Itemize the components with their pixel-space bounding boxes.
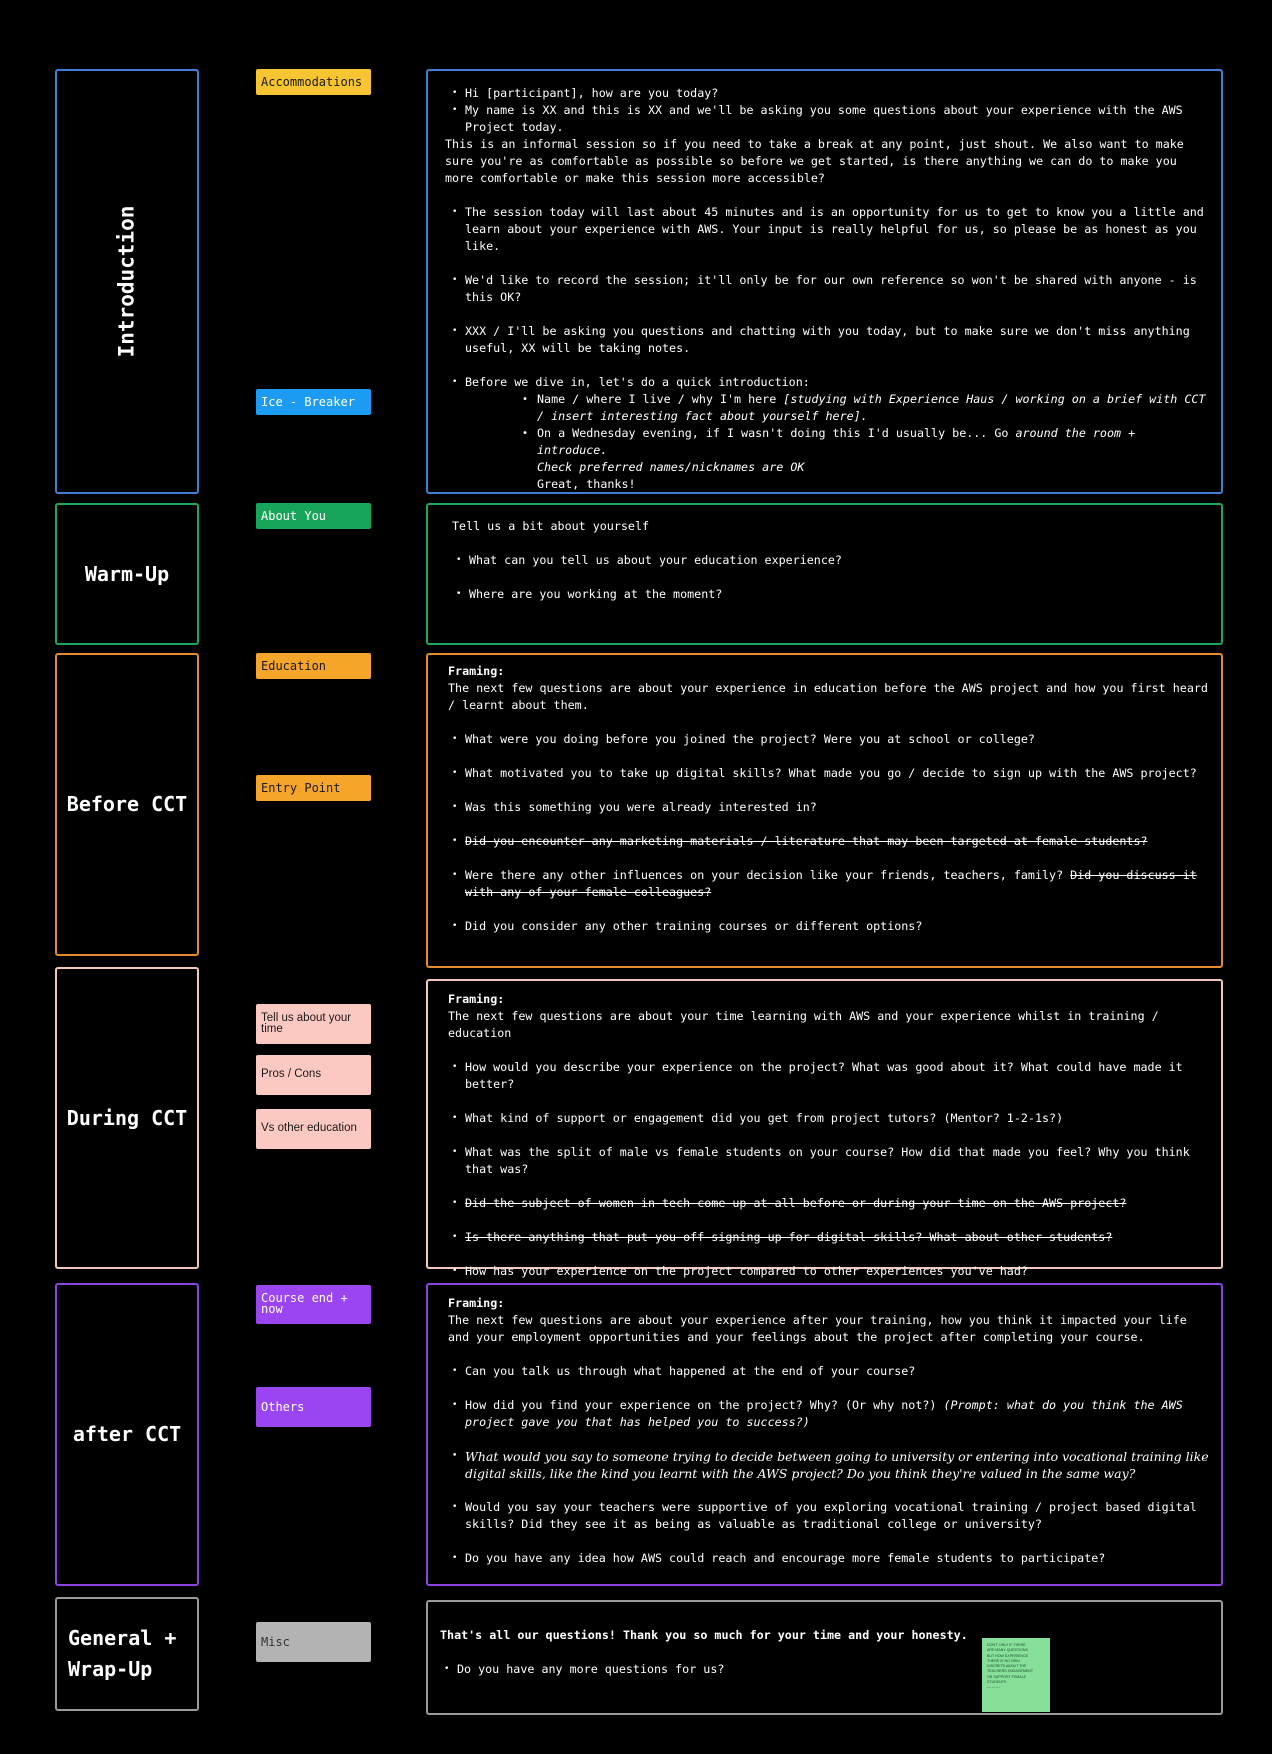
list-item: • Can you talk us through what happened at the end of your course? (448, 1363, 1209, 1380)
sticky-note[interactable] (982, 1638, 1050, 1712)
content-before-cct (426, 653, 1223, 968)
sub-note: Check preferred names/nicknames are OK (537, 460, 805, 474)
list-item: • Would you say your teachers were supportive of you exploring vocational training / project based digital skills? Did they see it as being as valuable as traditional college or university? (448, 1499, 1209, 1533)
tag-others[interactable]: Others (256, 1387, 371, 1427)
section-title: General + Wrap-Up (68, 1626, 177, 1681)
list-item: • What were you doing before you joined the project? Were you at school or college? (448, 731, 1209, 748)
section-label-before-cct (55, 653, 199, 956)
paragraph: This is an informal session so if you need to take a break at any point, just shout. We also want to make sure you're as comfortable as possible so before we get started, is there anything we can do to make you more comfortable or make this session more accessible? (445, 137, 1184, 185)
list-item: • How has your experience on the project compared to other experiences you've had? (448, 1263, 1209, 1280)
section-title: Introduction (114, 205, 139, 358)
section-label-wrap-up (55, 1597, 199, 1711)
section-heading: Tell us a bit about yourself (452, 519, 650, 533)
list-item-handwritten: • What would you say to someone trying to decide between going to university or entering into vocational training like digital skills, like the kind you learnt with the AWS project? Do you think they're valued in the same way? (448, 1448, 1209, 1482)
closing-heading: That's all our questions! Thank you so much for your time and your honesty. (440, 1628, 968, 1642)
framing-text: The next few questions are about your experience in education before the AWS project and how you first heard / learnt about them. (448, 681, 1208, 712)
list-item: • Do you have any more questions for us? (440, 1661, 1209, 1678)
list-item: • What motivated you to take up digital skills? What made you go / decide to sign up with the AWS project? (448, 765, 1209, 782)
framing-label: Framing: (448, 1296, 505, 1310)
tag-course-end-now[interactable]: Course end + now (256, 1285, 371, 1324)
content-after-cct (426, 1283, 1223, 1586)
section-title: after CCT (72, 1422, 182, 1446)
content-warm-up (426, 503, 1223, 645)
list-item: • Do you have any idea how AWS could reach and encourage more female students to participate? (448, 1550, 1209, 1567)
list-item: • Hi [participant], how are you today? (448, 85, 1209, 102)
tag-entry-point[interactable]: Entry Point (256, 775, 371, 801)
sub-note: Great, thanks! (537, 477, 636, 491)
section-label-warm-up (55, 503, 199, 645)
tag-misc[interactable]: Misc (256, 1622, 371, 1662)
list-item: • Was this something you were already interested in? (448, 799, 1209, 816)
list-item: • How would you describe your experience on the project? What was good about it? What could have made it better? (448, 1059, 1209, 1093)
tag-tell-us-about-your-time[interactable]: Tell us about your time (256, 1004, 371, 1044)
list-item: • Where are you working at the moment? (452, 586, 1209, 603)
sub-list-item: • Name / where I live / why I'm here [studying with Experience Haus / working on a brief with CCT / insert interesting fact about yourself here]. (522, 392, 1206, 423)
list-item: • Were there any other influences on your decision like your friends, teachers, family? Did you discuss it with any of your female colleagues? (448, 867, 1209, 901)
list-item-struck: • Did the subject of women in tech come up at all before or during your time on the AWS project? (448, 1195, 1209, 1212)
section-title: Before CCT (66, 792, 188, 816)
list-item: • What was the split of male vs female students on your course? How did that made you feel? Why you think that was? (448, 1144, 1209, 1178)
sticky-note-line: THERE IS NO OWN (987, 1658, 1020, 1663)
list-item: • The session today will last about 45 minutes and is an opportunity for us to get to know you a little and learn about your experience with AWS. Your input is really helpful for us, so please be as honest as you like. (448, 204, 1209, 255)
framing-text: The next few questions are about your experience after your training, how you think it impacted your life and your employment opportunities and your feelings about the project after completing your course. (448, 1313, 1187, 1344)
sticky-note-line: DISCRETE ABOUT THE (987, 1664, 1027, 1669)
section-label-during-cct (55, 967, 199, 1269)
tag-education[interactable]: Education (256, 653, 371, 679)
list-item: • We'd like to record the session; it'll only be for our own reference so won't be shared with anyone - is this OK? (448, 272, 1209, 306)
tag-vs-other-education[interactable]: Vs other education (256, 1109, 371, 1149)
sticky-note-line: STUDENTS (987, 1680, 1007, 1685)
tag-ice-breaker[interactable]: Ice - Breaker (256, 389, 371, 415)
tag-accommodations[interactable]: Accommodations (256, 69, 371, 95)
sticky-note-line: DON'T ONLY IF THERE (987, 1643, 1026, 1647)
list-item-struck: • Is there anything that put you off signing up for digital skills? What about other students? (448, 1229, 1209, 1246)
section-label-introduction (55, 69, 199, 494)
list-item: • XXX / I'll be asking you questions and chatting with you today, but to make sure we don't miss anything useful, XX will be taking notes. (448, 323, 1209, 357)
list-item: • What kind of support or engagement did you get from project tutors? (Mentor? 1-2-1s?) (448, 1110, 1209, 1127)
tag-about-you[interactable]: About You (256, 503, 371, 529)
sticky-note-line: ARE MANY QUESTIONS (987, 1648, 1028, 1653)
section-title: During CCT (66, 1105, 188, 1130)
list-item: • How did you find your experience on the project? Why? (Or why not?) (Prompt: what do you think the AWS project gave you that has helped you to success?) (448, 1397, 1209, 1431)
framing-label: Framing: (448, 992, 505, 1006)
content-during-cct (426, 979, 1223, 1278)
sticky-note-line: TEACHERS ENGAGEMENT (987, 1669, 1034, 1674)
framing-text: The next few questions are about your time learning with AWS and your experience whilst in training / education (448, 1009, 1159, 1040)
tag-pros-cons[interactable]: Pros / Cons (256, 1055, 371, 1095)
sub-list-item: • On a Wednesday evening, if I wasn't doing this I'd usually be... Go around the room + introduce. (522, 426, 1136, 457)
sticky-note-line: — — — (987, 1685, 1000, 1690)
section-label-after-cct (55, 1283, 199, 1586)
content-wrap-up (426, 1600, 1223, 1715)
section-title: Warm-Up (84, 561, 170, 586)
list-item: • Before we dive in, let's do a quick introduction: (448, 374, 1209, 391)
list-item: • My name is XX and this is XX and we'll be asking you some questions about your experience with the AWS Project today. (448, 102, 1209, 136)
framing-label: Framing: (448, 664, 505, 678)
sticky-note-line: OR SUPPORT FEMALE (987, 1674, 1027, 1679)
list-item: • Did you consider any other training courses or different options? (448, 918, 1209, 935)
list-item: • What can you tell us about your education experience? (452, 552, 1209, 569)
content-introduction (426, 69, 1223, 494)
sticky-note-line: BUT HOW EXPERIENCE (987, 1653, 1029, 1658)
list-item-struck: • Did you encounter any marketing materials / literature that may been targeted at female students? (448, 833, 1209, 850)
